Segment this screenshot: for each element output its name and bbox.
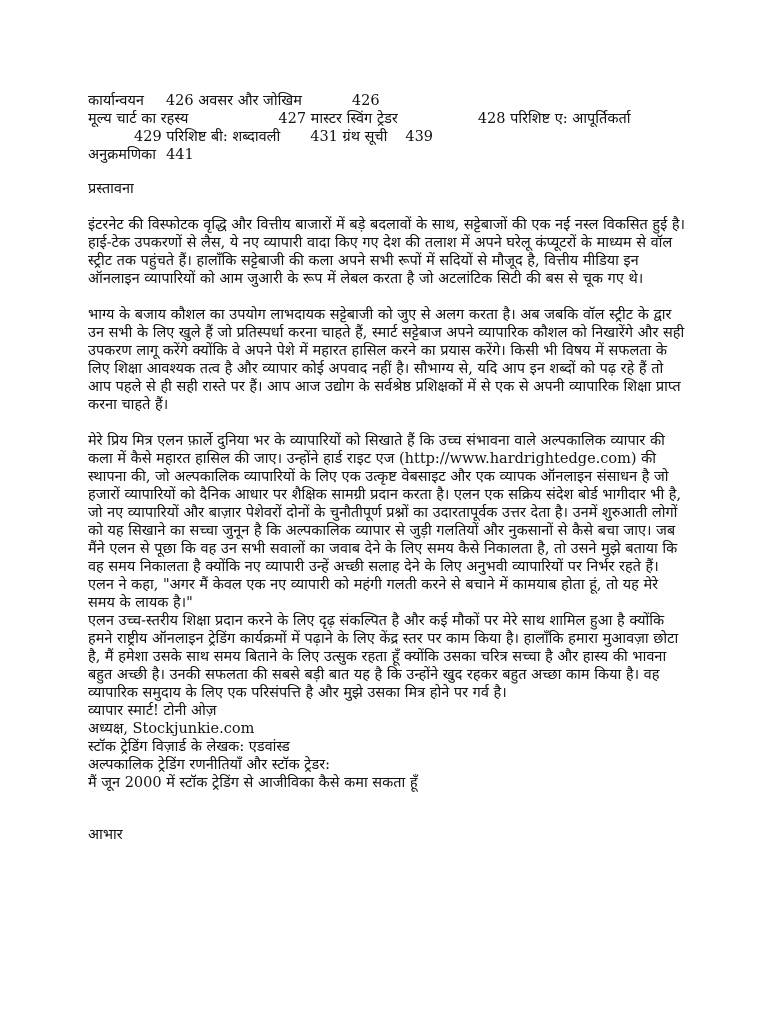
toc-entry: 429 परिशिष्ट बी: शब्दावली xyxy=(134,129,281,145)
toc-row xyxy=(88,92,688,110)
toc-entry: 431 ग्रंथ सूची xyxy=(310,129,388,145)
toc-entry: अनुक्रमणिका xyxy=(88,147,157,163)
toc-entry: 426 xyxy=(351,93,380,109)
toc-entry: 426 अवसर और जोखिम xyxy=(165,93,302,109)
toc-entry: मूल्य चार्ट का रहस्य xyxy=(88,111,189,127)
signature-line: अल्पकालिक ट्रेडिंग रणनीतियाँ और स्टॉक ट्रेडर: xyxy=(88,757,331,773)
document-page xyxy=(88,92,688,844)
toc-entry: 441 xyxy=(166,147,194,163)
paragraph-3: मेरे प्रिय मित्र एलन फ़ार्ले दुनिया भर के व्यापारियों को सिखाते हैं कि उच्च संभावना वाले अल्पकालिक व्यापार की कला में कैसे महारत हासिल की जाए। उन्होंने हार्ड राइट एज (http://www.hardrightedge.com) की स्थापना की, जो अल्पकालिक व्यापारियों के लिए एक उत्कृष्ट वेबसाइट और एक व्यापक ऑनलाइन संसाधन है जो हजारों व्यापारियों को दैनिक आधार पर शैक्षिक सामग्री प्रदान करता है। एलन एक सक्रिय संदेश बोर्ड भागीदार भी है, जो नए व्यापारियों और बाज़ार पेशेवरों दोनों के चुनौतीपूर्ण प्रश्नों का उदारतापूर्वक उत्तर देता है। उनमें शुरुआती लोगों को यह सिखाने का सच्चा जुनून है कि अल्पकालिक व्यापार से जुड़ी गलतियों और नुकसानों से कैसे बचा जाए। जब मैंने एलन से पूछा कि वह उन सभी सवालों का जवाब देने के लिए समय कैसे निकालता है, तो उसने मुझे बताया कि वह समय निकालता है क्योंकि नए व्यापारी उन्हें अच्छी सलाह देने के लिए अनुभवी व्यापारियों पर निर्भर रहते हैं। एलन ने कहा, "अगर मैं केवल एक नए व्यापारी को महंगी गलती करने से बचाने में कामयाब होता हूं, तो यह मेरे समय के लायक है।" एलन उच्च-स्तरीय शिक्षा प्रदान करने के लिए दृढ़ संकल्पित है और कई मौकों पर मेरे साथ शामिल हुआ है क्योंकि हमने राष्ट्रीय ऑनलाइन ट्रेडिंग कार्यक्रमों में पढ़ाने के लिए केंद्र स्तर पर काम किया है। हालाँकि हमारा मुआवज़ा छोटा है, मैं हमेशा उसके साथ समय बिताने के लिए उत्सुक रहता हूँ क्योंकि उसका चरित्र सच्चा है और हास्य की भावना बहुत अच्छी है। उनकी सफलता की सबसे बड़ी बात यह है कि उन्होंने खुद रहकर बहुत अच्छा काम किया है। वह व्यापारिक समुदाय के लिए एक परिसंपत्ति है और मुझे उसका मित्र होने पर गर्व है। xyxy=(88,432,688,702)
toc-row xyxy=(88,128,688,146)
toc-row xyxy=(88,110,688,128)
toc-row xyxy=(88,146,688,164)
toc-entry: 427 मास्टर स्विंग ट्रेडर xyxy=(278,111,398,127)
signature-line: मैं जून 2000 में स्टॉक ट्रेडिंग से आजीविका कैसे कमा सकता हूँ xyxy=(88,775,418,791)
signature-line: व्यापार स्मार्ट! टोनी ओज़ xyxy=(88,703,217,719)
signature-block xyxy=(88,702,688,792)
toc-entry: 439 xyxy=(405,129,434,145)
signature-line: अध्यक्ष, Stockjunkie.com xyxy=(88,721,255,737)
paragraph-2: भाग्य के बजाय कौशल का उपयोग लाभदायक सट्टेबाजी को जुए से अलग करता है। अब जबकि वॉल स्ट्रीट के द्वार उन सभी के लिए खुले हैं जो प्रतिस्पर्धा करना चाहते हैं, स्मार्ट सट्टेबाज अपने व्यापारिक कौशल को निखारेंगे और सही उपकरण लागू करेंगे क्योंकि वे अपने पेशे में महारत हासिल करने का प्रयास करेंगे। किसी भी विषय में सफलता के लिए शिक्षा आवश्यक तत्व है और व्यापार कोई अपवाद नहीं है। सौभाग्य से, यदि आप इन शब्दों को पढ़ रहे हैं तो आप पहले से ही सही रास्ते पर हैं। आप आज उद्योग के सर्वश्रेष्ठ प्रशिक्षकों में से एक से अपनी व्यापारिक शिक्षा प्राप्त करना चाहते हैं। xyxy=(88,307,685,413)
foreword-heading: प्रस्तावना xyxy=(88,181,134,197)
table-of-contents xyxy=(88,92,688,164)
toc-entry: कार्यान्वयन xyxy=(88,93,144,109)
paragraph-4: एलन उच्च-स्तरीय शिक्षा प्रदान करने के लिए दृढ़ संकल्पित है और कई मौकों पर मेरे साथ शामिल हुआ है क्योंकि हमने राष्ट्रीय ऑनलाइन ट्रेडिंग कार्यक्रमों में पढ़ाने के लिए केंद्र स्तर पर काम किया है। हालाँकि हमारा मुआवज़ा छोटा है, मैं हमेशा उसके साथ समय बिताने के लिए उत्सुक रहता हूँ क्योंकि उसका चरित्र सच्चा है और हास्य की भावना बहुत अच्छी है। उनकी सफलता की सबसे बड़ी बात यह है कि उन्होंने खुद रहकर बहुत अच्छा काम किया है। वह व्यापारिक समुदाय के लिए एक परिसंपत्ति है और मुझे उसका मित्र होने पर गर्व है। xyxy=(88,613,679,701)
toc-entry: 428 परिशिष्ट ए: आपूर्तिकर्ता xyxy=(477,111,631,127)
paragraph-1: इंटरनेट की विस्फोटक वृद्धि और वित्तीय बाजारों में बड़े बदलावों के साथ, सट्टेबाजों की एक नई नस्ल विकसित हुई है। हाई-टेक उपकरणों से लैस, ये नए व्यापारी वादा किए गए देश की तलाश में अपने घरेलू कंप्यूटरों के माध्यम से वॉल स्ट्रीट तक पहुंचते हैं। हालाँकि सट्टेबाजी की कला अपने सभी रूपों में सदियों से मौजूद है, वित्तीय मीडिया इन ऑनलाइन व्यापारियों को आम जुआरी के रूप में लेबल करता है जो अटलांटिक सिटी की बस से चूक गए थे। xyxy=(88,217,686,287)
acknowledgements-heading: आभार xyxy=(88,827,123,843)
signature-line: स्टॉक ट्रेडिंग विज़ार्ड के लेखक: एडवांस्ड xyxy=(88,739,290,755)
